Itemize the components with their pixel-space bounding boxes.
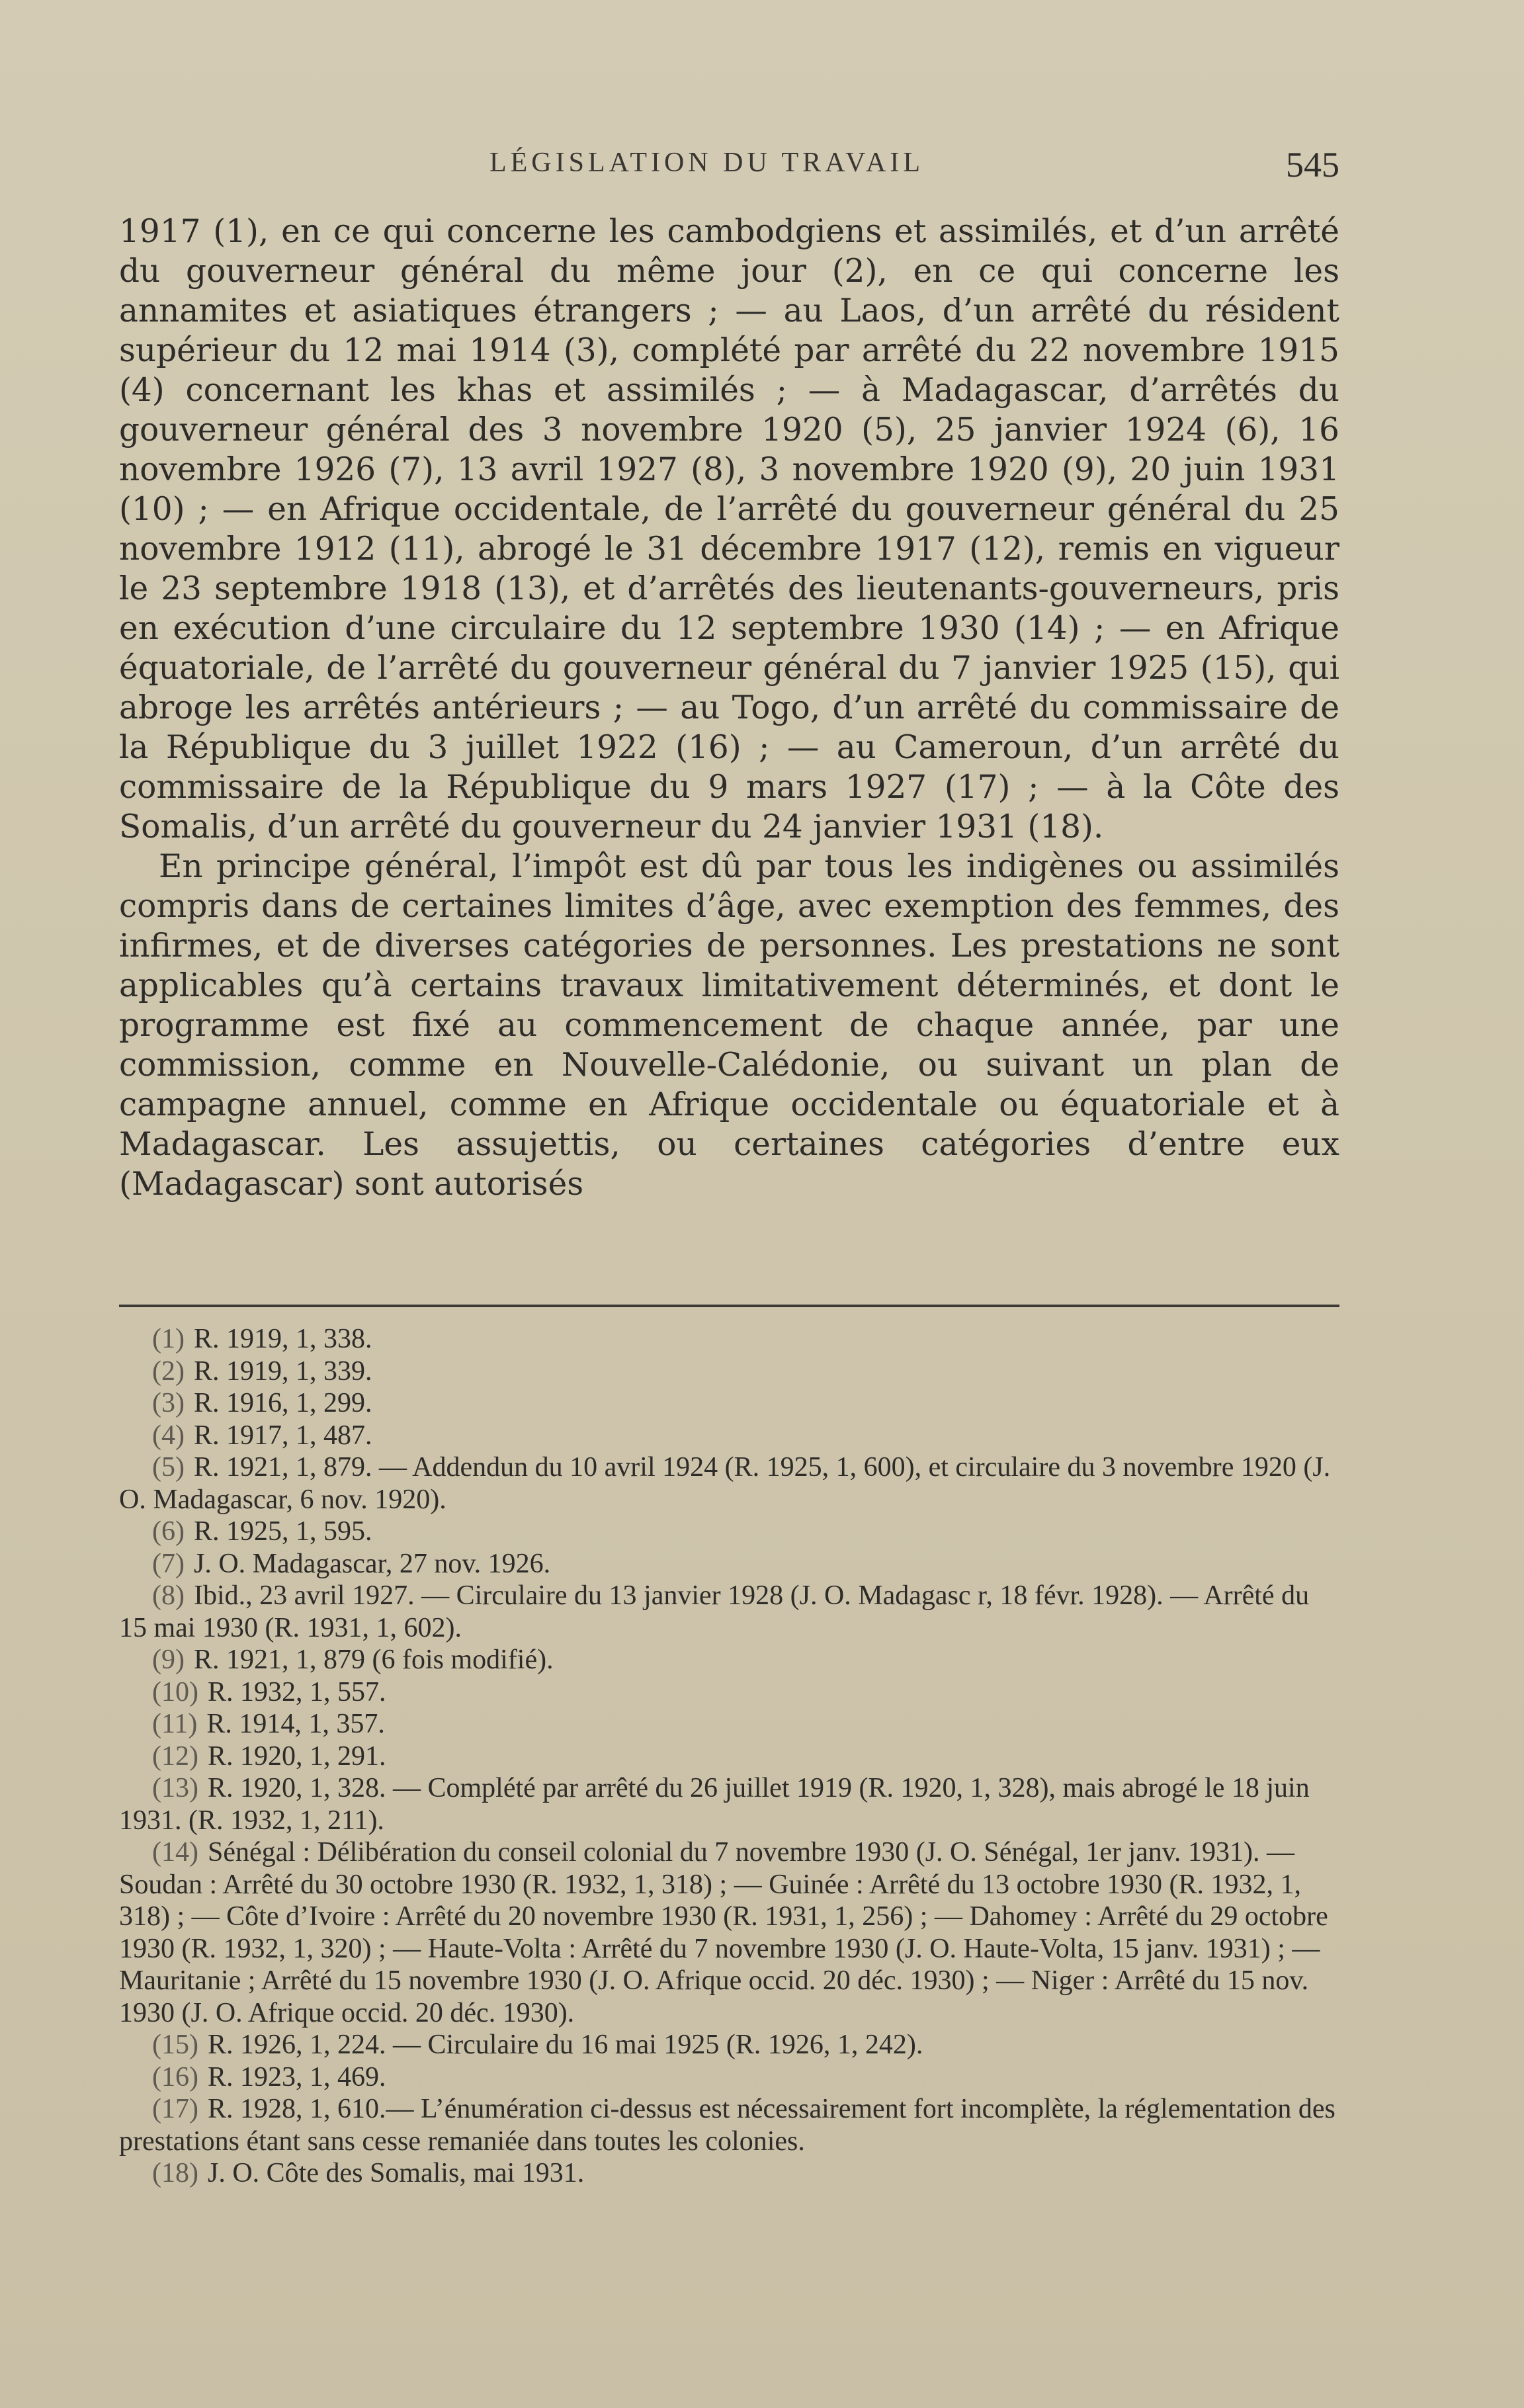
footnote-number: (6) bbox=[152, 1516, 185, 1547]
footnote bbox=[119, 1420, 1339, 1452]
footnote-number: (9) bbox=[152, 1645, 185, 1675]
footnote-text: Ibid., 23 avril 1927. — Circulaire du 13 janvier 1928 (J. O. Madagasc r, 18 févr. 1928). — Arrêté du 15 mai 1930 (R. 1931, 1, 602). bbox=[119, 1580, 1310, 1643]
footnote-text: R. 1921, 1, 879 (6 fois modifié). bbox=[193, 1645, 554, 1675]
footnote-text: R. 1921, 1, 879. — Addendun du 10 avril 1924 (R. 1925, 1, 600), et circulaire du 3 novembre 1920 (J. O. Madagascar, 6 nov. 1920). bbox=[119, 1452, 1331, 1515]
footnote-number: (14) bbox=[152, 1837, 198, 1868]
footnote-text: Sénégal : Délibération du conseil colonial du 7 novembre 1930 (J. O. Sénégal, 1er janv. 1931). — Soudan : Arrêté du 30 octobre 1930 (R. 1932, 1, 318) ; — Guinée : Arrêté du 13 octobre 1930 (R. 1932, 1, 318) ; — Côte d’Ivoire : Arrêté du 20 novembre 1930 (R. 1931, 1, 256) ; — Dahomey : Arrêté du 29 octobre 1930 (R. 1932, 1, 320) ; — Haute-Volta : Arrêté du 7 novembre 1930 (J. O. Haute-Volta, 15 janv. 1931) ; — Mauritanie ; Arrêté du 15 novembre 1930 (J. O. Afrique occid. 20 déc. 1930) ; — Niger : Arrêté du 15 nov. 1930 (J. O. Afrique occid. 20 déc. 1930). bbox=[119, 1837, 1328, 2028]
footnote bbox=[119, 1676, 1339, 1709]
footnote bbox=[119, 1355, 1339, 1388]
footnote bbox=[119, 1708, 1339, 1741]
footnote bbox=[119, 1387, 1339, 1420]
footnote-text: R. 1925, 1, 595. bbox=[193, 1516, 372, 1547]
page-header bbox=[119, 144, 1339, 191]
footnote-number: (1) bbox=[152, 1324, 185, 1354]
footnote bbox=[119, 1772, 1339, 1836]
footnote-number: (18) bbox=[152, 2158, 198, 2188]
footnote-text: R. 1928, 1, 610.— L’énumération ci-dessus est nécessairement fort incomplète, la réglementation des prestations étant sans cesse remaniée dans toutes les colonies. bbox=[119, 2094, 1335, 2157]
page-number: 545 bbox=[1286, 145, 1339, 185]
footnote bbox=[119, 1548, 1339, 1580]
footnote bbox=[119, 2029, 1339, 2061]
footnote bbox=[119, 1741, 1339, 1773]
footnote-text: J. O. Madagascar, 27 nov. 1926. bbox=[193, 1548, 551, 1579]
footnote bbox=[119, 2157, 1339, 2190]
footnote-text: R. 1920, 1, 328. — Complété par arrêté du 26 juillet 1919 (R. 1920, 1, 328), mais abrogé le 18 juin 1931. (R. 1932, 1, 211). bbox=[119, 1773, 1310, 1836]
footnote-number: (13) bbox=[152, 1773, 198, 1803]
body-text bbox=[119, 212, 1339, 1204]
footnote bbox=[119, 1836, 1339, 2029]
body-paragraph: 1917 (1), en ce qui concerne les cambodgiens et assimilés, et d’un arrêté du gouverneur général du même jour (2), en ce qui concerne les annamites et asiatiques étrangers ; — au Laos, d’un arrêté du résident supérieur du 12 mai 1914 (3), complété par arrêté du 22 novembre 1915 (4) concernant les khas et assimilés ; — à Madagascar, d’arrêtés du gouverneur général des 3 novembre 1920 (5), 25 janvier 1924 (6), 16 novembre 1926 (7), 13 avril 1927 (8), 3 novembre 1920 (9), 20 juin 1931 (10) ; — en Afrique occidentale, de l’arrêté du gouverneur général du 25 novembre 1912 (11), abrogé le 31 décembre 1917 (12), remis en vigueur le 23 septembre 1918 (13), et d’arrêtés des lieutenants-gouverneurs, pris en exécution d’une circulaire du 12 septembre 1930 (14) ; — en Afrique équatoriale, de l’arrêté du gouverneur général du 7 janvier 1925 (15), qui abroge les arrêtés antérieurs ; — au Togo, d’un arrêté du commissaire de la République du 3 juillet 1922 (16) ; — au Cameroun, d’un arrêté du commissaire de la République du 9 mars 1927 (17) ; — à la Côte des Somalis, d’un arrêté du gouverneur du 24 janvier 1931 (18). bbox=[119, 213, 1339, 845]
footnote bbox=[119, 1516, 1339, 1548]
footnote bbox=[119, 1644, 1339, 1676]
footnote-text: R. 1919, 1, 338. bbox=[193, 1324, 372, 1354]
footnote bbox=[119, 1451, 1339, 1516]
footnote-number: (10) bbox=[152, 1676, 198, 1707]
footnote-text: R. 1932, 1, 557. bbox=[207, 1676, 386, 1707]
footnote-text: R. 1916, 1, 299. bbox=[193, 1388, 372, 1418]
footnote-divider bbox=[119, 1305, 1339, 1307]
footnotes bbox=[119, 1323, 1339, 2190]
footnote-text: R. 1923, 1, 469. bbox=[207, 2061, 386, 2092]
footnote-number: (17) bbox=[152, 2094, 198, 2124]
footnote-number: (12) bbox=[152, 1741, 198, 1772]
footnote bbox=[119, 2093, 1339, 2157]
footnote bbox=[119, 1323, 1339, 1355]
footnote-text: R. 1919, 1, 339. bbox=[193, 1355, 372, 1387]
footnote-text: J. O. Côte des Somalis, mai 1931. bbox=[207, 2158, 585, 2188]
footnote-number: (7) bbox=[152, 1548, 185, 1579]
footnote-number: (2) bbox=[152, 1355, 185, 1387]
footnote-number: (15) bbox=[152, 2030, 198, 2060]
footnote-number: (4) bbox=[152, 1420, 185, 1451]
footnote bbox=[119, 1580, 1339, 1644]
running-title: LÉGISLATION DU TRAVAIL bbox=[489, 148, 924, 178]
footnote-text: R. 1920, 1, 291. bbox=[207, 1741, 386, 1772]
footnote-number: (8) bbox=[152, 1580, 185, 1611]
footnote bbox=[119, 2061, 1339, 2094]
footnote-number: (16) bbox=[152, 2061, 198, 2092]
footnote-number: (3) bbox=[152, 1388, 185, 1418]
footnote-text: R. 1914, 1, 357. bbox=[206, 1709, 385, 1739]
footnote-text: R. 1917, 1, 487. bbox=[193, 1420, 372, 1451]
footnote-text: R. 1926, 1, 224. — Circulaire du 16 mai 1925 (R. 1926, 1, 242). bbox=[207, 2030, 923, 2060]
footnote-number: (11) bbox=[152, 1709, 198, 1739]
body-paragraph: En principe général, l’impôt est dû par tous les indigènes ou assimilés compris dans de certaines limites d’âge, avec exemption des femmes, des infirmes, et de diverses catégories de personnes. Les prestations ne sont applicables qu’à certains travaux limitativement déterminés, et dont le programme est fixé au commencement de chaque année, par une commission, comme en Nouvelle-Calédonie, ou suivant un plan de campagne annuel, comme en Afrique occidentale ou équatoriale et à Madagascar. Les assujettis, ou certaines catégories d’entre eux (Madagascar) sont autorisés bbox=[119, 848, 1339, 1203]
footnote-number: (5) bbox=[152, 1452, 185, 1483]
